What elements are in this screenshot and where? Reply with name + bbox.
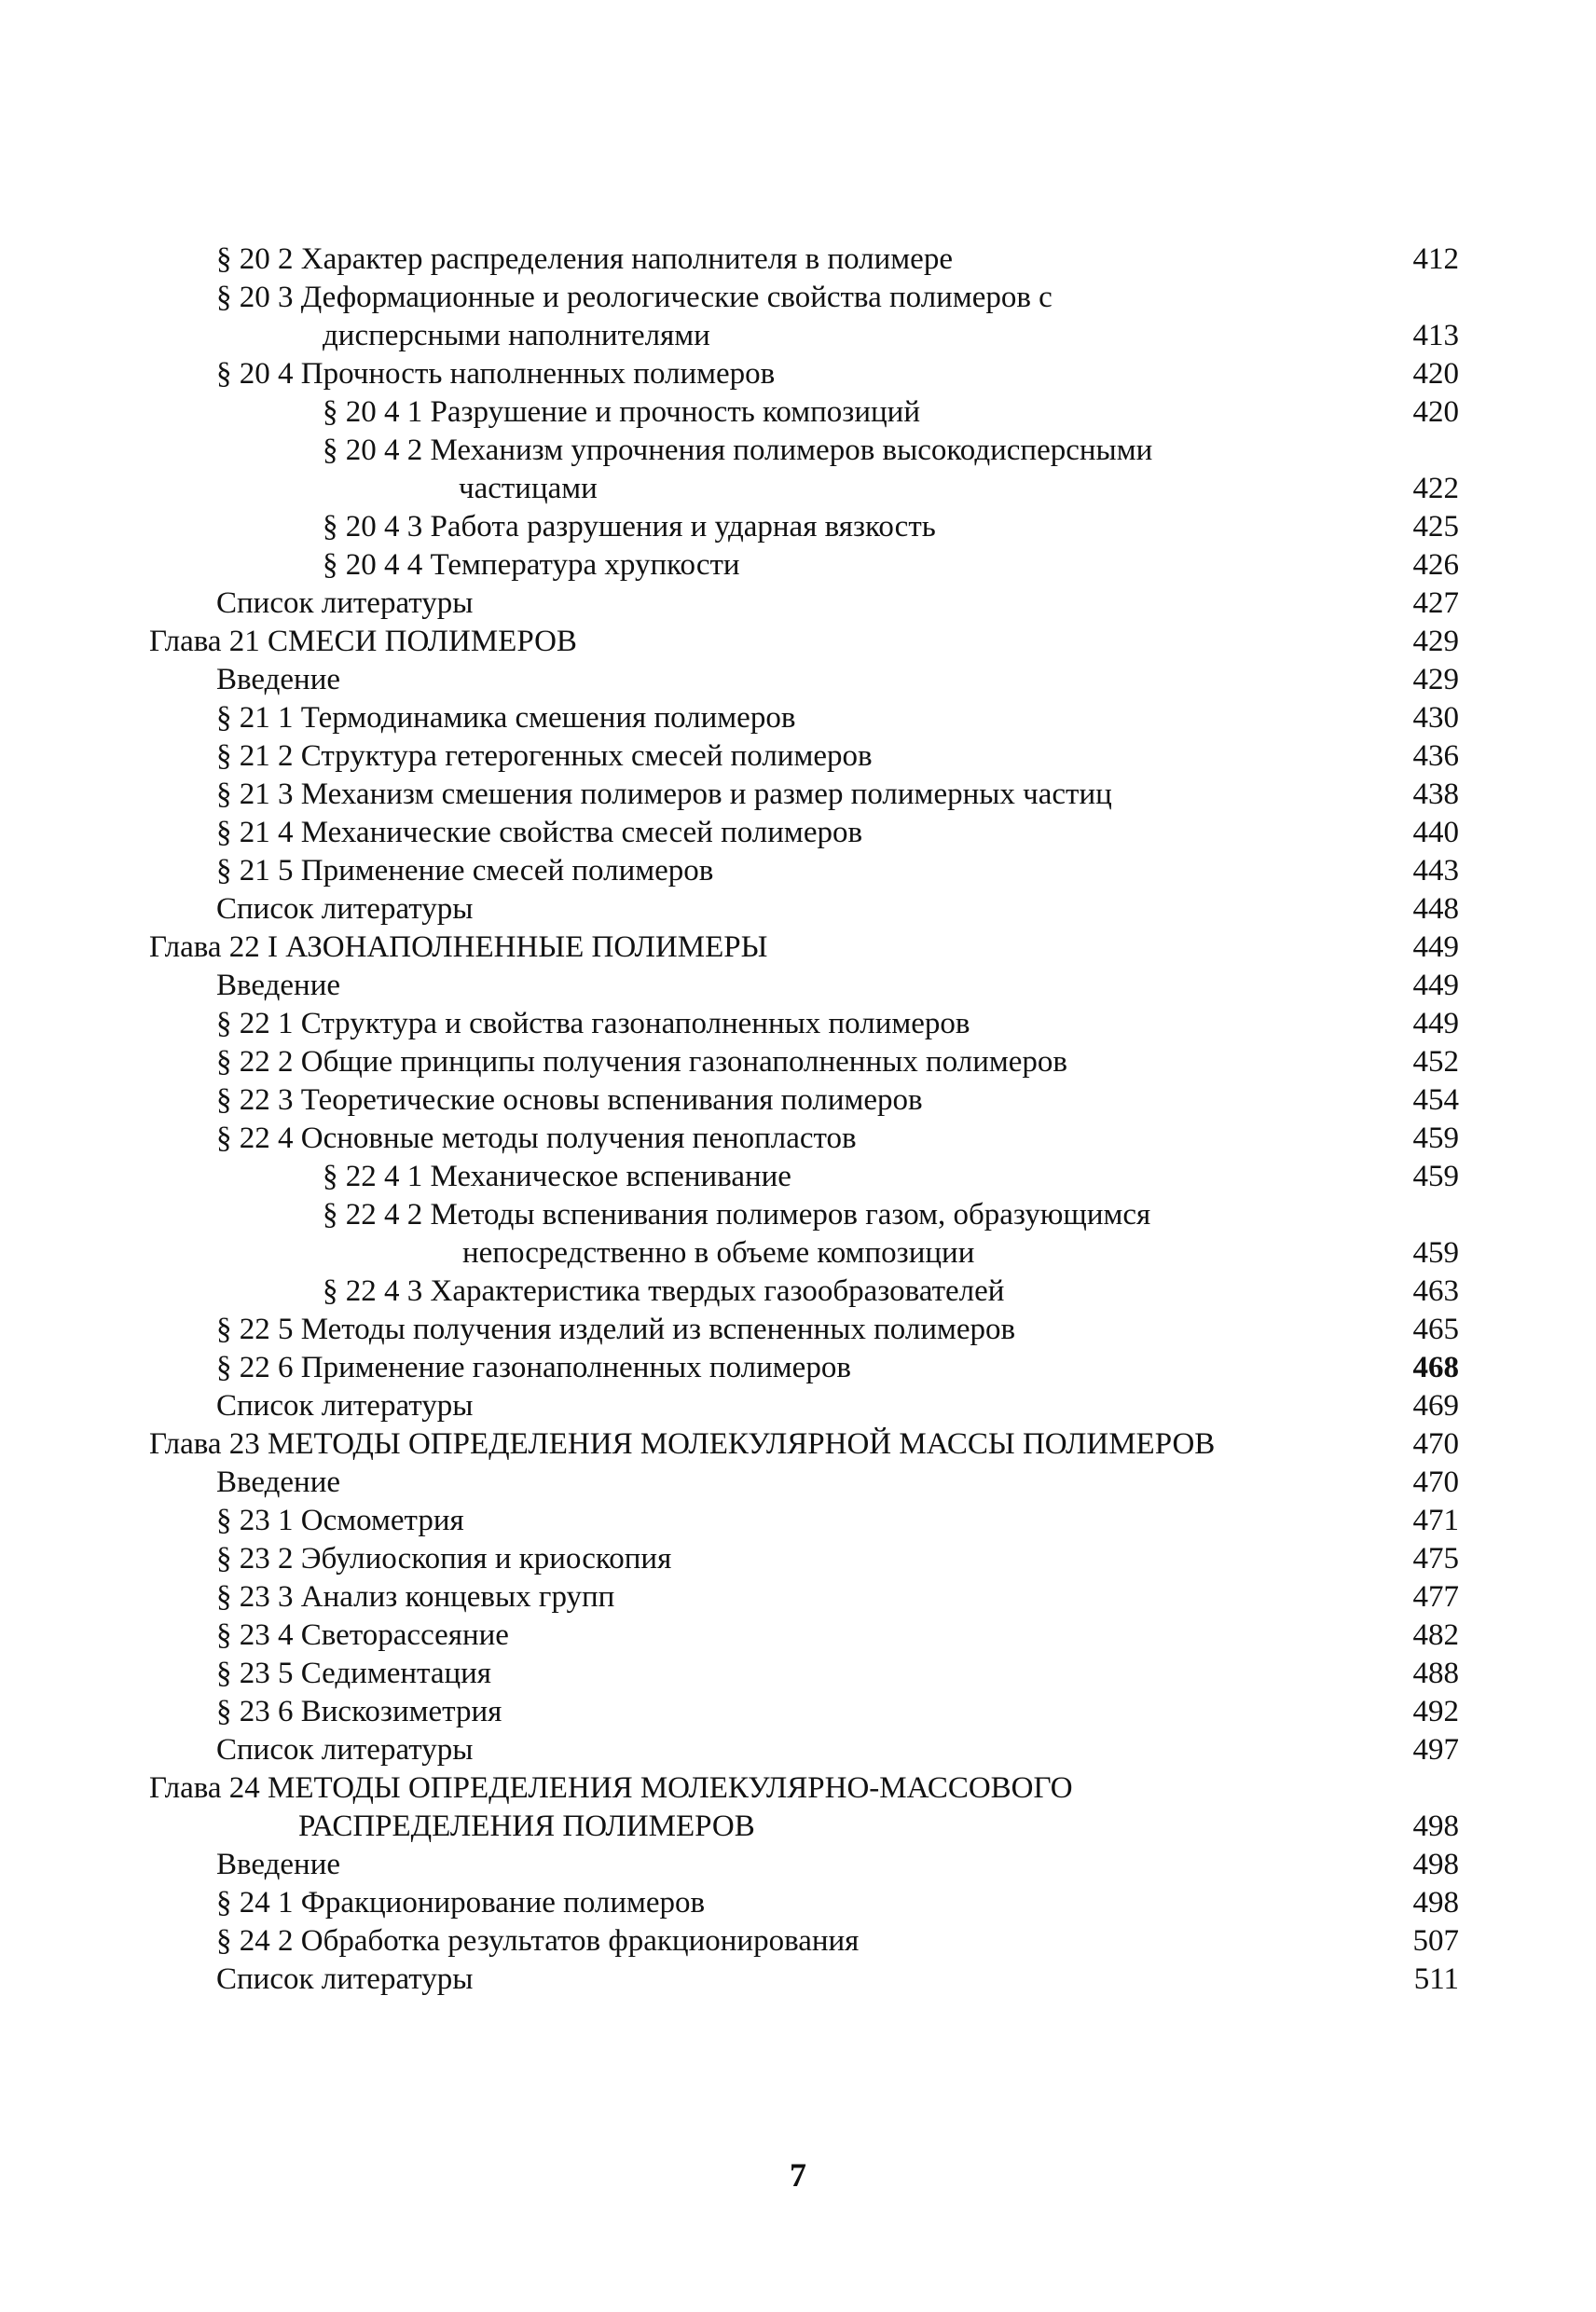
- toc-entry-text: § 21 1 Термодинамика смешения полимеров: [216, 701, 796, 735]
- toc-entry-page: 429: [1412, 625, 1459, 658]
- toc-entry-page: 468: [1412, 1351, 1459, 1384]
- toc-entry-page: 475: [1412, 1542, 1459, 1576]
- toc-entry-text: § 20 4 4 Температура хрупкости: [323, 548, 740, 582]
- toc-entry-page: 449: [1412, 930, 1459, 964]
- toc-entry-text: § 22 2 Общие принципы получения газонаполненных полимеров: [216, 1045, 1068, 1079]
- toc-entry-page: 477: [1412, 1580, 1459, 1614]
- toc-entry-text: непосредственно в объеме композиции: [462, 1236, 975, 1270]
- toc-entry-text: § 22 4 2 Методы вспенивания полимеров газом, образующимся: [323, 1198, 1151, 1232]
- toc-entry-text: § 22 4 Основные методы получения пенопластов: [216, 1122, 857, 1155]
- toc-entry-text: § 20 4 3 Работа разрушения и ударная вязкость: [323, 510, 936, 544]
- toc-entry-text: Список литературы: [216, 1962, 474, 1996]
- toc-entry-text: частицами: [459, 472, 598, 505]
- toc-entry-text: Введение: [216, 1848, 341, 1881]
- toc-entry-text: § 23 5 Седиментация: [216, 1657, 491, 1690]
- toc-entry-page: 413: [1412, 319, 1459, 352]
- toc-entry-page: 482: [1412, 1618, 1459, 1652]
- toc-entry-text: Глава 21 СМЕСИ ПОЛИМЕРОВ: [149, 625, 577, 658]
- toc-entry-text: Список литературы: [216, 892, 474, 926]
- toc-entry-page: 459: [1412, 1122, 1459, 1155]
- toc-entry-page: 511: [1413, 1962, 1459, 1996]
- toc-entry-page: 469: [1412, 1389, 1459, 1423]
- toc-entry-text: Введение: [216, 969, 341, 1002]
- toc-entry-text: § 20 4 2 Механизм упрочнения полимеров высокодисперсными: [323, 434, 1153, 467]
- toc-entry-text: РАСПРЕДЕЛЕНИЯ ПОЛИМЕРОВ: [298, 1810, 755, 1843]
- toc-entry-page: 498: [1412, 1886, 1459, 1920]
- toc-entry-text: § 22 4 3 Характеристика твердых газообразователей: [323, 1274, 1005, 1308]
- toc-entry-page: 498: [1412, 1848, 1459, 1881]
- toc-entry-text: Введение: [216, 1466, 341, 1499]
- toc-entry-text: § 20 4 Прочность наполненных полимеров: [216, 357, 776, 391]
- toc-entry-text: § 22 1 Структура и свойства газонаполненных полимеров: [216, 1007, 970, 1040]
- toc-entry-text: Список литературы: [216, 1733, 474, 1767]
- toc-entry-text: § 22 5 Методы получения изделий из вспененных полимеров: [216, 1313, 1016, 1346]
- toc-entry-text: § 20 2 Характер распределения наполнителя в полимере: [216, 242, 953, 276]
- page-number: 7: [790, 2156, 806, 2194]
- toc-entry-page: 420: [1412, 357, 1459, 391]
- toc-entry-page: 471: [1412, 1504, 1459, 1537]
- toc-entry-text: § 21 3 Механизм смешения полимеров и размер полимерных частиц: [216, 778, 1112, 811]
- toc-entry-page: 459: [1412, 1160, 1459, 1193]
- toc-entry-page: 430: [1412, 701, 1459, 735]
- toc-entry-page: 463: [1412, 1274, 1459, 1308]
- toc-entry-page: 438: [1412, 778, 1459, 811]
- toc-entry-text: § 23 2 Эбулиоскопия и криоскопия: [216, 1542, 672, 1576]
- toc-entry-text: § 24 2 Обработка результатов фракционирования: [216, 1924, 860, 1958]
- toc-entry-text: § 23 3 Анализ концевых групп: [216, 1580, 615, 1614]
- toc-entry-text: Глава 24 МЕТОДЫ ОПРЕДЕЛЕНИЯ МОЛЕКУЛЯРНО-МАССОВОГО: [149, 1771, 1073, 1805]
- toc-entry-page: 429: [1412, 663, 1459, 696]
- toc-entry-page: 507: [1412, 1924, 1459, 1958]
- toc-entry-page: 443: [1412, 854, 1459, 888]
- toc-entry-page: 420: [1412, 395, 1459, 429]
- toc-entry-page: 426: [1412, 548, 1459, 582]
- toc-entry-page: 425: [1412, 510, 1459, 544]
- toc-entry-text: § 22 3 Теоретические основы вспенивания полимеров: [216, 1083, 923, 1117]
- toc-entry-page: 449: [1412, 969, 1459, 1002]
- toc-entry-text: § 22 6 Применение газонаполненных полимеров: [216, 1351, 851, 1384]
- toc-entry-page: 448: [1412, 892, 1459, 926]
- toc-entry-page: 436: [1412, 739, 1459, 773]
- toc-entry-page: 470: [1412, 1466, 1459, 1499]
- toc-entry-page: 454: [1412, 1083, 1459, 1117]
- toc-entry-text: § 20 4 1 Разрушение и прочность композиций: [323, 395, 920, 429]
- toc-entry-page: 459: [1412, 1236, 1459, 1270]
- toc-entry-text: § 23 6 Вискозиметрия: [216, 1695, 502, 1728]
- toc-entry-page: 427: [1412, 586, 1459, 620]
- toc-entry-page: 452: [1412, 1045, 1459, 1079]
- toc-entry-page: 497: [1412, 1733, 1459, 1767]
- toc-entry-page: 498: [1412, 1810, 1459, 1843]
- toc-entry-text: § 20 3 Деформационные и реологические свойства полимеров с: [216, 281, 1053, 314]
- toc-entry-page: 465: [1412, 1313, 1459, 1346]
- toc-entry-text: § 21 4 Механические свойства смесей полимеров: [216, 816, 863, 849]
- toc-entry-page: 488: [1412, 1657, 1459, 1690]
- toc-entry-text: дисперсными наполнителями: [323, 319, 710, 352]
- toc-entry-text: Глава 23 МЕТОДЫ ОПРЕДЕЛЕНИЯ МОЛЕКУЛЯРНОЙ МАССЫ ПОЛИМЕРОВ: [149, 1427, 1216, 1461]
- toc-entry-page: 470: [1412, 1427, 1459, 1461]
- toc-entry-text: § 23 1 Осмометрия: [216, 1504, 464, 1537]
- toc-entry-text: Список литературы: [216, 1389, 474, 1423]
- toc-entry-page: 412: [1412, 242, 1459, 276]
- toc-entry-text: § 21 5 Применение смесей полимеров: [216, 854, 714, 888]
- toc-entry-page: 492: [1412, 1695, 1459, 1728]
- toc-entry-page: 422: [1412, 472, 1459, 505]
- toc-entry-text: § 24 1 Фракционирование полимеров: [216, 1886, 706, 1920]
- toc-entry-text: Глава 22 I АЗОНАПОЛНЕННЫЕ ПОЛИМЕРЫ: [149, 930, 768, 964]
- toc-entry-text: Введение: [216, 663, 341, 696]
- toc-entry-text: Список литературы: [216, 586, 474, 620]
- toc-entry-text: § 23 4 Светорассеяние: [216, 1618, 509, 1652]
- toc-entry-page: 440: [1412, 816, 1459, 849]
- toc-entry-text: § 22 4 1 Механическое вспенивание: [323, 1160, 791, 1193]
- toc-entry-page: 449: [1412, 1007, 1459, 1040]
- toc-entry-text: § 21 2 Структура гетерогенных смесей полимеров: [216, 739, 873, 773]
